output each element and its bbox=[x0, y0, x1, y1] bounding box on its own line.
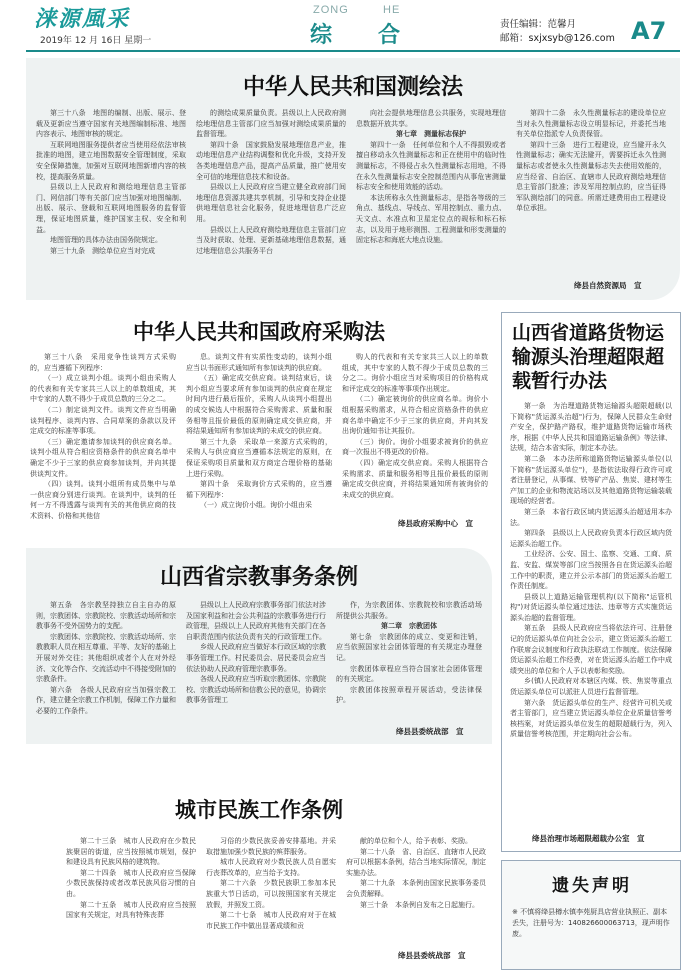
section-cn-right: 合 bbox=[378, 22, 401, 48]
paragraph: 第四十三条 进行工程建设，应当避开永久性测量标志；确实无法避开，需要拆迁永久性测量标志或者使永久性测量标志失去使用效能的，应当经省、自治区、直辖市人民政府测绘地理信息主管部门批准；涉及军用控制点的，应当征得军队测绘部门的同意。所需迁建费用由工程建设单位承担。 bbox=[516, 140, 666, 213]
paragraph: 县级以上人民政府测绘地理信息主管部门应当及时获取、处理、更新基础地理信息数据，通过地理信息公共服务平台 bbox=[196, 225, 346, 255]
paragraph: 的测绘成果质量负责。县级以上人民政府测绘地理信息主管部门应当加强对测绘成果质量的监督管理。 bbox=[196, 109, 346, 139]
paragraph: 地图管理的具体办法由国务院规定。 bbox=[50, 236, 162, 245]
paragraph: 习俗的少数民族妥善安排墓地。并采取措施加强少数民族的殡葬服务。 bbox=[206, 837, 336, 856]
article-byline: 绛县县委统战部 宣 bbox=[398, 951, 466, 960]
paragraph: 第五条 县级人民政府应当将依法许可、注册登记的货运源头单位向社会公示，建立货运源头治超工作联席会议制度和行政执法联动工作制度。依法保障货运源头治超工作经费，对在货运源头治超工作中成绩突出的单位和个人予以表彰和奖励。 bbox=[510, 624, 672, 675]
paragraph: 第三十九条 测绘单位应当对完成 bbox=[50, 246, 155, 255]
paragraph: （四）谈判。谈判小组所有成员集中与单一供应商分别进行谈判。在谈判中，谈判的任何一方不得透露与谈判有关的其他供应商的技术资料、价格和其他信 bbox=[30, 480, 176, 520]
paragraph: 第四十二条 永久性测量标志的建设单位应当对永久性测量标志设立明显标记，并委托当地有关单位指派专人负责保管。 bbox=[516, 109, 666, 139]
sidebar-title: 山西省道路货物运输源头治理超限超载暂行办法 bbox=[512, 322, 665, 392]
paragraph: 县级以上人民政府应当建立健全政府部门间地理信息资源共建共享机制，引导和支持企业提供地理信息社会化服务，促进地理信息广泛应用。 bbox=[196, 183, 346, 223]
page-number: A7 bbox=[631, 17, 667, 45]
paragraph: 向社会提供地理信息公共服务，实现地理信息数据开放共享。 bbox=[356, 109, 506, 128]
article-religious-affairs bbox=[26, 548, 492, 744]
paragraph: 第四条 县级以上人民政府负责本行政区域内货运源头治超工作。 bbox=[510, 529, 672, 548]
article-byline: 绛县县委统战部 宣 bbox=[396, 727, 464, 736]
paragraph: 第二十八条 省、自治区、直辖市人民政府可以根据本条例，结合当地实际情况，制定实施办法。 bbox=[346, 847, 486, 877]
paragraph: 第二十三条 城市人民政府在少数民族聚居的街道，应当按照城市规划，保护和建设具有民族风格的建筑物。 bbox=[66, 837, 196, 867]
article-column-3 bbox=[356, 108, 506, 298]
paragraph: 互联网地图服务提供者应当使用经依法审核批准的地图，建立地图数据安全管理制度，采取安全保障措施，加强对互联网地图新增内容的核校，提高服务质量。 bbox=[36, 140, 186, 181]
paragraph: 县级以上人民政府和测绘地理信息主管部门、网信部门等有关部门应当加强对地图编制、出版、展示、登载和互联网地图服务的监督管理，保证地图质量，维护国家主权、安全和利益。 bbox=[36, 183, 186, 234]
paragraph: 第二条 本办法所称道路货物运输源头单位(以下简称"货运源头单位")，是指依法取得行政许可或者注册登记，从事煤、铁等矿产品、焦炭、建材等生产加工的企业和物流站场以及其他道路货物运输装载现场的经营者。 bbox=[510, 454, 672, 506]
paragraph: 宗教团体按照章程开展活动，受法律保护。 bbox=[336, 685, 482, 705]
article-byline: 绛县政府采购中心 宣 bbox=[398, 519, 473, 528]
paragraph: 第二十九条 本条例由国家民族事务委员会负责解释。 bbox=[346, 879, 486, 898]
paragraph: 城市人民政府对少数民族人员自愿实行丧葬改革的，应当给予支持。 bbox=[206, 858, 336, 877]
paragraph: 第三条 本省行政区域内货运源头治超适用本办法。 bbox=[510, 507, 672, 527]
article-title: 中华人民共和国政府采购法 bbox=[133, 319, 385, 344]
paragraph: 乡(镇)人民政府对本辖区内煤、铁、焦炭等重点货运源头单位可以派驻人员进行监督管理。 bbox=[510, 677, 672, 697]
article-column-1 bbox=[36, 108, 186, 298]
article-column-1 bbox=[30, 352, 176, 538]
paragraph: 第三十八条 采用竞争性谈判方式采购的，应当遵循下列程序： bbox=[30, 353, 176, 372]
article-urban-ethnic-work bbox=[26, 752, 492, 974]
paragraph: 各级人民政府应当听取宗教团体、宗教院校、宗教活动场所和信教公民的意见，协调宗教事务管理工 bbox=[186, 675, 326, 705]
paragraph: 第三十条 本条例自发布之日起施行。 bbox=[360, 900, 479, 909]
article-title: 城市民族工作条例 bbox=[175, 797, 343, 822]
article-byline: 绛县自然资源局 宣 bbox=[574, 281, 642, 290]
article-column-2 bbox=[186, 600, 326, 740]
paragraph: （一）成立谈判小组。谈判小组由采购人的代表和有关专家共三人以上的单数组成，其中专家的人数不得少于成员总数的三分之二。 bbox=[30, 374, 176, 404]
paragraph: 宗教团体章程应当符合国家社会团体管理的有关规定。 bbox=[336, 664, 482, 684]
sidebar-article bbox=[501, 312, 681, 852]
article-column-3 bbox=[342, 352, 488, 512]
paragraph: 乡级人民政府应当做好本行政区域的宗教事务管理工作。村民委员会、居民委员会应当依法协助人民政府管理宗教事务。 bbox=[186, 643, 326, 673]
editor-info bbox=[500, 18, 615, 46]
article-column-2 bbox=[186, 352, 332, 538]
article-title: 山西省宗教事务条例 bbox=[159, 564, 358, 590]
chapter-heading: 第二章 宗教团体 bbox=[381, 622, 437, 631]
paragraph: 工业经济、公安、国土、监察、交通、工商、质监、安监、煤炭等部门应当按照各自在货运源头治超工作中的职责，建立并公示本部门的货运源头治超工作责任制度。 bbox=[510, 550, 672, 591]
newspaper-logo: 涞源風采 bbox=[34, 6, 131, 32]
notice-title: 遗失声明 bbox=[552, 876, 632, 896]
paragraph: 第六条 货运源头单位的生产、经营许可机关或者主管部门，应当建立货运源头单位企业质量信誉考核档案，对货运源头单位发生的超限超载行为，列入质量信誉考核范围，并定期向社会公布。 bbox=[510, 698, 672, 739]
paragraph: 第二十五条 城市人民政府应当按照国家有关规定，对具有特殊丧葬 bbox=[66, 900, 196, 920]
section-en-left: ZONG bbox=[313, 4, 349, 16]
article-column-4 bbox=[516, 108, 666, 278]
chapter-heading: 第七章 测量标志保护 bbox=[396, 130, 466, 139]
masthead bbox=[0, 0, 700, 52]
paragraph: （四）确定成交供应商。采购人根据符合采购需求、质量和服务相等且报价最低的原则确定成交供应商，并将结果通知所有被询价的未成交的供应商。 bbox=[342, 458, 488, 499]
article-column-1 bbox=[36, 600, 176, 740]
paragraph: 献的单位和个人，给予表彰、奖励。 bbox=[360, 837, 472, 845]
paragraph: 第二十四条 城市人民政府应当保障少数民族保持或者改革民族风俗习惯的自由。 bbox=[66, 868, 196, 898]
sidebar-body bbox=[510, 401, 672, 821]
paragraph: 购人的代表和有关专家共三人以上的单数组成，其中专家的人数不得少于成员总数的三分之二。询价小组应当对采购项目的价格构成和评定成交的标准等事项作出规定。 bbox=[342, 353, 488, 393]
article-column-3 bbox=[346, 836, 486, 946]
email-label: 邮箱：sxjxsyb@126.com bbox=[500, 33, 615, 44]
sidebar-byline: 绛县治理市场超限超载办公室 宣 bbox=[532, 834, 645, 843]
paragraph: 第七条 宗教团体的成立、变更和注销，应当依照国家社会团体管理的有关规定办理登记。 bbox=[336, 632, 482, 662]
paragraph: 作，为宗教团体、宗教院校和宗教活动场所提供公共服务。 bbox=[336, 601, 482, 620]
lost-notice bbox=[501, 860, 681, 970]
paragraph: 第二十六条 少数民族职工参加本民族重大节日活动，可以按照国家有关规定放假，并照发工资。 bbox=[206, 879, 336, 909]
paragraph: 宗教团体、宗教院校、宗教活动场所、宗教教职人员在相互尊重、平等、友好的基础上开展对外交往；其他组织或者个人在对外经济、文化等合作、交流活动中不得接受附加的宗教条件。 bbox=[36, 632, 176, 684]
paragraph: （三）询价。询价小组要求被询价的供应商一次报出不得更改的价格。 bbox=[342, 437, 488, 457]
article-column-2 bbox=[196, 108, 346, 298]
paragraph: （二）确定被询价的供应商名单。询价小组根据采购需求，从符合相应资格条件的供应商名单中确定不少于三家的供应商，并向其发出询价通知书让其报价。 bbox=[342, 395, 488, 436]
paragraph: 第四十条 采取询价方式采购的，应当遵循下列程序： bbox=[186, 480, 332, 499]
section-en-right: HE bbox=[383, 4, 401, 16]
paragraph: 息。谈判文件有实质性变动的，谈判小组应当以书面形式通知所有参加谈判的供应商。 bbox=[186, 353, 332, 372]
paragraph: 第五条 各宗教坚持独立自主自办的原则，宗教团体、宗教院校、宗教活动场所和宗教事务不受外国势力的支配。 bbox=[36, 601, 176, 631]
article-title: 中华人民共和国测绘法 bbox=[242, 74, 463, 100]
paragraph: 第三十九条 采取单一来源方式采购的，采购人与供应商应当遵循本法规定的原则，在保证采购项目质量和双方商定合理价格的基础上进行采购。 bbox=[186, 437, 332, 478]
article-column-3 bbox=[336, 600, 482, 720]
notice-text: ※ 不慎将绛县樽水镇李苑厨具店营业执照正、副本丢失，注册号为：140826600063713，现声明作废。 bbox=[512, 908, 670, 938]
paragraph: 第一条 为治理道路货物运输源头超限超载(以下简称"货运源头治超")行为，保障人民群众生命财产安全，保护路产路权，维护道路货物运输市场秩序，根据《中华人民共和国道路运输条例》等法律、法规，结合本省实际，制定本办法。 bbox=[510, 402, 672, 453]
paragraph: （三）确定邀请参加谈判的供应商名单。谈判小组从符合相应资格条件的供应商名单中确定不少于三家的供应商参加谈判，并向其提供谈判文件。 bbox=[30, 437, 176, 478]
article-procurement-law bbox=[26, 310, 492, 540]
article-column-1 bbox=[66, 836, 196, 972]
paragraph: 第三十八条 地图的编制、出版、展示、登载及更新应当遵守国家有关地图编制标准、地图内容表示、地图审核的规定。 bbox=[36, 109, 186, 139]
paragraph: 第二十七条 城市人民政府对于在城市民族工作中做出显著成绩和贡 bbox=[206, 911, 336, 930]
paragraph: （五）确定成交供应商。谈判结束后，谈判小组应当要求所有参加谈判的供应商在规定时间内进行最后报价，采购人从谈判小组提出的成交候选人中根据符合采购需求、质量和服务相等且报价最低的原则确定成交供应商，并将结果通知所有参加谈判的未成交的供应商。 bbox=[186, 374, 332, 436]
paragraph: 第四十一条 任何单位和个人不得损毁或者擅自移动永久性测量标志和正在使用中的临时性测量标志，不得侵占永久性测量标志用地，不得在永久性测量标志安全控制范围内从事危害测量标志安全和使用效能的活动。 bbox=[356, 140, 506, 192]
paragraph: （一）成立询价小组。询价小组由采 bbox=[200, 501, 312, 510]
paragraph: 第四十条 国家鼓励发展地理信息产业，推动地理信息产业结构调整和优化升级，支持开发各类地理信息产品，提高产品质量，推广使用安全可信的地理信息技术和设备。 bbox=[196, 140, 346, 181]
header-rule bbox=[26, 50, 680, 52]
editor-label: 责任编辑：范馨月 bbox=[500, 19, 577, 30]
article-column-2 bbox=[206, 836, 336, 972]
paragraph: 县级以上人民政府宗教事务部门依法对涉及国家利益和社会公共利益的宗教事务进行行政管理，县级以上人民政府其他有关部门在各自职责范围内依法负责有关的行政管理工作。 bbox=[186, 601, 326, 641]
paragraph: （二）制定谈判文件。谈判文件应当明确谈判程序、谈判内容、合同草案的条款以及评定成交的标准等事项。 bbox=[30, 405, 176, 436]
paragraph: 第六条 各级人民政府应当加强宗教工作，建立健全宗教工作机制，保障工作力量和必要的工作条件。 bbox=[36, 685, 176, 715]
issue-date: 2019年 12 月 16日 星期一 bbox=[40, 36, 152, 46]
paragraph: 本法所称永久性测量标志，是指各等级的三角点、基线点、导线点、军用控制点、重力点、天文点、水准点和卫星定位点的觇标和标石标志，以及用于地形测图、工程测量和形变测量的固定标志和海底大地点设施。 bbox=[356, 193, 506, 245]
section-cn-left: 综 bbox=[310, 22, 333, 48]
paragraph: 县级以上道路运输管理机构(以下简称"运管机构")对货运源头单位通过违法、违章等方式实施货运源头治超的监督管理。 bbox=[510, 592, 672, 622]
article-surveying-law bbox=[26, 58, 680, 300]
